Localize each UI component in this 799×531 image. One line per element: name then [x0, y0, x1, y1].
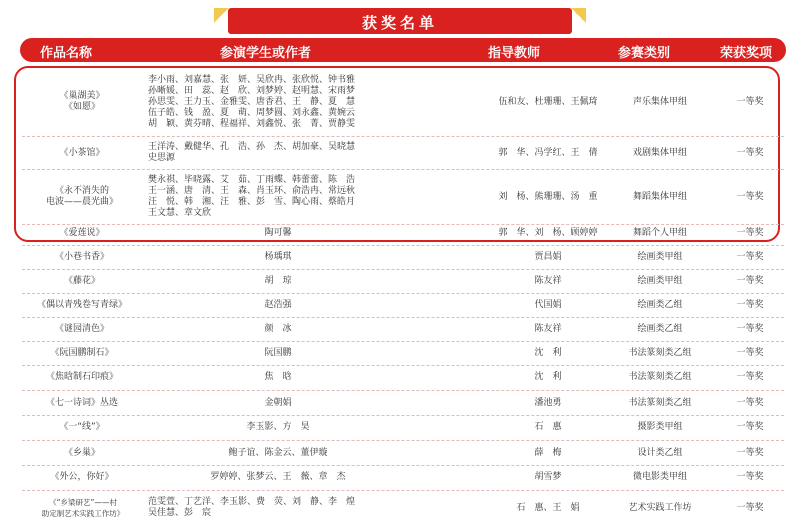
work-title-line: 《偶以青残卷写青绿》 — [36, 299, 127, 310]
student-line: 伍子皓、钱 盈、夏 萌、周梦圆、刘永鑫、黄婉云 — [148, 107, 356, 118]
category-label: 书法篆刻类乙组 — [628, 347, 692, 358]
work-title — [32, 252, 132, 263]
student-line: 鲍子谊、陈金云、董伊璇 — [228, 447, 328, 458]
teacher-name: 郭 华、刘 杨、顾婷婷 — [498, 227, 598, 238]
row-divider — [22, 317, 784, 318]
award-label: 一等奖 — [736, 227, 764, 238]
teacher-name: 石 惠、王 娟 — [516, 502, 580, 513]
student-line: 金朝娟 — [264, 397, 292, 408]
student-line: 范雯萱、丁艺洋、李玉影、费 荧、刘 静、李 煌 — [148, 497, 356, 507]
teacher-name: 潘池勇 — [534, 397, 562, 408]
student-names — [148, 252, 408, 263]
award-label: 一等奖 — [736, 147, 764, 158]
title-banner — [228, 8, 572, 34]
work-title-line: 《焦晗制石印痕》 — [45, 371, 118, 382]
header-category: 参赛类别 — [618, 46, 671, 61]
student-line: 孙晰媛、田 蕊、赵 欣、刘梦婷、赵明慧、宋雨梦 — [148, 85, 356, 96]
student-line: 赵浩强 — [264, 299, 292, 310]
work-title-line: 《小茶馆》 — [59, 147, 105, 158]
teacher-name: 郭 华、冯学红、王 倩 — [498, 147, 598, 158]
header-students: 参演学生或作者 — [220, 46, 312, 61]
student-names — [148, 348, 408, 359]
work-title-line: 《藤花》 — [63, 275, 100, 286]
category-label: 设计类乙组 — [637, 447, 683, 458]
work-title — [32, 448, 132, 459]
row-divider — [22, 465, 784, 466]
student-line: 王一涵、唐 清、王 森、肖玉环、俞浩冉、常远秋 — [148, 186, 356, 196]
student-names — [148, 75, 408, 130]
category-label: 绘画类乙组 — [637, 323, 683, 334]
work-title-line: 《永不消失的 — [54, 186, 109, 196]
row-divider — [22, 390, 784, 391]
table-header — [20, 38, 786, 62]
student-line: 汪 悦、韩 湘、汪 雅、彭 雪、陶心雨、蔡皓月 — [148, 197, 356, 207]
work-title — [32, 276, 132, 287]
student-names — [148, 422, 408, 433]
student-line: 胡 颖、黄芬晴、程福祥、刘鑫悦、张 菁、贾静雯 — [148, 118, 356, 129]
work-title-line: 《爱莲说》 — [59, 227, 105, 238]
award-label: 一等奖 — [736, 191, 764, 202]
student-line: 李小雨、刘嘉慧、张 妍、吴欣冉、张欣悦、钟书雅 — [148, 74, 356, 85]
category-label: 戏剧集体甲组 — [632, 147, 687, 158]
award-label: 一等奖 — [736, 299, 764, 310]
row-divider — [22, 269, 784, 270]
award-label: 一等奖 — [736, 251, 764, 262]
student-names — [148, 175, 408, 219]
teacher-name: 胡雪梦 — [534, 471, 562, 482]
work-title-line: 《如愿》 — [63, 102, 100, 112]
student-line: 杨瑀琪 — [264, 251, 292, 262]
category-label: 舞蹈个人甲组 — [632, 227, 687, 238]
category-label: 绘画类甲组 — [637, 275, 683, 286]
work-title-line: 《一“线”》 — [59, 421, 105, 432]
category-label: 艺术实践工作坊 — [628, 502, 692, 513]
award-label: 一等奖 — [736, 502, 764, 513]
category-label: 书法篆刻类乙组 — [628, 371, 692, 382]
student-line: 焦 晗 — [264, 371, 292, 382]
work-title-line: 《谜园清色》 — [54, 323, 109, 334]
student-line: 颜 冰 — [264, 323, 292, 334]
work-title — [32, 186, 132, 208]
work-title — [32, 472, 132, 483]
student-names — [148, 300, 408, 311]
teacher-name: 代国娟 — [534, 299, 562, 310]
category-label: 书法篆刻类乙组 — [628, 397, 692, 408]
student-line: 孙思雯、王力玉、金雅雯、唐香君、王 静、夏 慧 — [148, 96, 356, 107]
student-names — [148, 276, 408, 287]
work-title-line: 《乡巢》 — [63, 447, 100, 458]
student-line: 王洋涛、戴健华、孔 浩、孙 杰、胡加豪、吴晓慧 — [148, 142, 356, 152]
row-divider — [22, 341, 784, 342]
student-names — [148, 372, 408, 383]
student-names — [148, 398, 408, 409]
teacher-name: 贾昌娟 — [534, 251, 562, 262]
row-divider — [22, 440, 784, 441]
award-label: 一等奖 — [736, 96, 764, 107]
header-teacher: 指导教师 — [488, 46, 541, 61]
row-divider — [22, 136, 784, 137]
work-title — [32, 422, 132, 433]
work-title — [32, 300, 132, 311]
header-award: 荣获奖项 — [720, 46, 773, 61]
category-label: 绘画类甲组 — [637, 251, 683, 262]
category-label: 绘画类乙组 — [637, 299, 683, 310]
work-title-line: 电波——晨光曲》 — [45, 197, 118, 207]
work-title-line: 《七一诗词》丛选 — [45, 397, 118, 408]
student-line: 史思源 — [148, 153, 176, 163]
category-label: 声乐集体甲组 — [632, 96, 687, 107]
student-names — [148, 142, 408, 164]
header-work: 作品名称 — [40, 46, 93, 61]
award-label: 一等奖 — [736, 447, 764, 458]
teacher-name: 沈 利 — [534, 347, 562, 358]
teacher-name: 伍和友、杜珊珊、王佩琦 — [498, 96, 598, 107]
student-line: 王文慧、章文欣 — [148, 208, 212, 218]
teacher-name: 陈友祥 — [534, 323, 562, 334]
category-label: 微电影类甲组 — [632, 471, 687, 482]
row-divider — [22, 245, 784, 246]
award-label: 一等奖 — [736, 471, 764, 482]
teacher-name: 刘 杨、熊珊珊、汤 重 — [498, 191, 598, 202]
student-names — [148, 228, 408, 239]
work-title — [32, 348, 132, 359]
work-title — [32, 398, 132, 409]
teacher-name: 薛 梅 — [534, 447, 562, 458]
work-title-line: 《小巷书香》 — [54, 251, 109, 262]
row-divider — [22, 293, 784, 294]
award-label: 一等奖 — [736, 421, 764, 432]
row-divider — [22, 415, 784, 416]
category-label: 摄影类甲组 — [637, 421, 683, 432]
work-title-line: 《巢湖美》 — [59, 91, 105, 101]
row-divider — [22, 490, 784, 491]
student-names — [148, 472, 408, 483]
work-title — [32, 91, 132, 113]
award-label: 一等奖 — [736, 323, 764, 334]
student-names — [148, 324, 408, 335]
work-title-line: 助定制艺术实践工作坊》 — [41, 509, 125, 518]
teacher-name: 沈 利 — [534, 371, 562, 382]
student-line: 罗婷婷、张梦云、王 薇、章 杰 — [210, 471, 346, 482]
work-title-line: 《“乡梁研艺”——村 — [49, 498, 117, 507]
student-line: 陶可馨 — [264, 227, 292, 238]
row-divider — [22, 224, 784, 225]
student-line: 胡 琼 — [264, 275, 292, 286]
student-line: 阮国鹏 — [264, 347, 292, 358]
work-title — [32, 228, 132, 239]
student-line: 吴佳慧、彭 宸 — [148, 508, 212, 518]
work-title — [32, 148, 132, 159]
student-names — [148, 497, 408, 519]
award-label: 一等奖 — [736, 347, 764, 358]
work-title — [32, 372, 132, 383]
work-title — [28, 497, 138, 519]
student-line: 樊永祺、毕晓露、艾 茹、丁雨蝶、韩蕾蕾、陈 浩 — [148, 175, 356, 185]
teacher-name: 石 惠 — [534, 421, 562, 432]
work-title — [32, 324, 132, 335]
work-title-line: 《阮国鹏制石》 — [50, 347, 114, 358]
award-label: 一等奖 — [736, 397, 764, 408]
teacher-name: 陈友祥 — [534, 275, 562, 286]
student-line: 李玉影、方 昊 — [246, 421, 310, 432]
award-label: 一等奖 — [736, 275, 764, 286]
page-title: 获奖名单 — [361, 14, 438, 32]
row-divider — [22, 169, 784, 170]
row-divider — [22, 365, 784, 366]
category-label: 舞蹈集体甲组 — [632, 191, 687, 202]
award-label: 一等奖 — [736, 371, 764, 382]
student-names — [148, 448, 408, 459]
work-title-line: 《外公，你好》 — [50, 471, 114, 482]
